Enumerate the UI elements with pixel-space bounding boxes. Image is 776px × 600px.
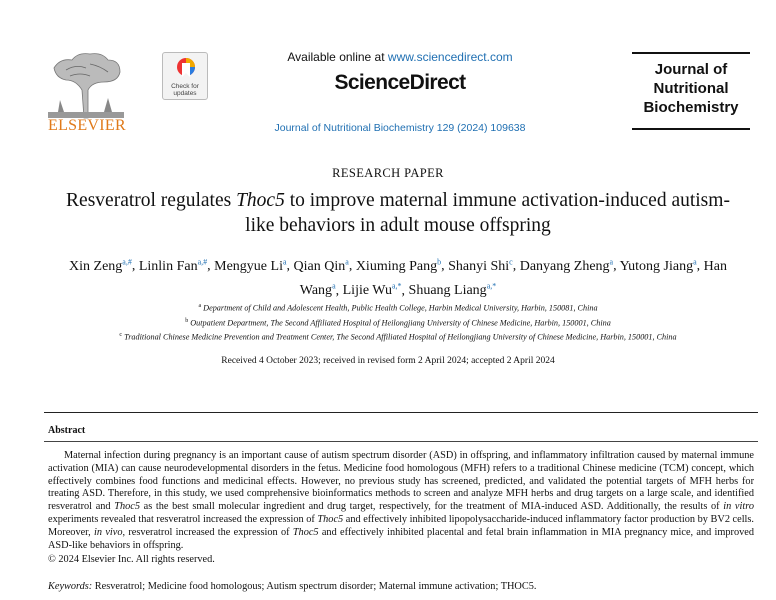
author-affiliation-mark[interactable]: a,* <box>391 281 402 291</box>
abstract-heading: Abstract <box>48 425 86 436</box>
sciencedirect-link[interactable]: www.sciencedirect.com <box>387 50 513 64</box>
keywords-label: Keywords: <box>48 581 93 592</box>
author[interactable] <box>69 259 132 274</box>
author-affiliation-mark[interactable]: a,# <box>197 257 208 266</box>
author-name: Shanyi Shi <box>448 258 510 274</box>
abstract-body <box>48 450 754 552</box>
author[interactable] <box>343 283 402 298</box>
divider <box>44 441 758 442</box>
check-for-updates-badge[interactable] <box>162 52 208 100</box>
separator: , <box>348 258 356 274</box>
author-affiliation-mark[interactable]: a <box>345 257 349 266</box>
separator: , <box>613 258 620 274</box>
separator: , <box>335 283 343 299</box>
author-affiliation-mark[interactable]: c <box>509 257 513 266</box>
gene-name: Thoc5 <box>292 526 319 538</box>
author-affiliation-mark[interactable]: a,# <box>122 257 132 266</box>
affiliation-text: Traditional Chinese Medicine Prevention and Treatment Center, The Second Affiliated Hospital of Heilongjiang University of Chinese Medicine, Harbin, 150001, China <box>124 333 677 343</box>
affiliation-text: Outpatient Department, The Second Affiliated Hospital of Heilongjiang University of Chinese Medicine, Harbin, 150001, China <box>190 318 611 328</box>
article-dates: Received 4 October 2023; received in revised form 2 April 2024; accepted 2 April 2024 <box>221 356 555 366</box>
separator: , <box>512 258 520 274</box>
keywords-text: Resveratrol; Medicine food homologous; Autism spectrum disorder; Maternal immune activation; THOC5. <box>92 581 537 592</box>
author-affiliation-mark[interactable]: a <box>693 257 697 266</box>
author-list <box>60 252 736 301</box>
title-text: Resveratrol regulates <box>66 190 237 211</box>
separator: , <box>401 283 409 299</box>
author-name: Han Wang <box>299 258 727 299</box>
author-name: Mengyue Li <box>214 258 283 274</box>
copyright: © 2024 Elsevier Inc. All rights reserved. <box>48 554 215 565</box>
author-affiliation-mark[interactable]: a <box>332 281 336 291</box>
check-updates-label: Check for updates <box>171 83 199 97</box>
journal-name-line: Journal of <box>654 61 728 78</box>
gene-name: Thoc5 <box>114 501 140 513</box>
abstract-text: experiments revealed that resveratrol increased the expression of <box>48 513 318 525</box>
paper-type: RESEARCH PAPER <box>332 166 444 180</box>
author[interactable] <box>448 259 513 274</box>
affiliation-mark: c <box>119 332 123 339</box>
author-name: Xiuming Pang <box>355 258 438 274</box>
author-name: Shuang Liang <box>408 283 487 299</box>
separator: , <box>441 258 449 274</box>
journal-name-line: Biochemistry <box>643 99 739 116</box>
separator: , <box>696 258 704 274</box>
gene-name: Thoc5 <box>317 513 344 525</box>
journal-logo <box>632 52 750 130</box>
abstract-text: as the best small molecular ingredient and drug target, respectively, for the treatment of MIA-induced ASD. Additionally, the results of <box>139 501 724 513</box>
author-name: Lijie Wu <box>342 283 392 299</box>
separator: , <box>286 258 294 274</box>
keywords-line <box>48 581 536 592</box>
author-affiliation-mark[interactable]: a,* <box>486 281 497 291</box>
available-online-line <box>250 50 550 64</box>
separator: , <box>131 258 139 274</box>
available-prefix: Available online at <box>287 50 388 64</box>
author[interactable] <box>620 259 697 274</box>
abstract-text: , resveratrol increased the expression of <box>122 526 293 538</box>
author[interactable] <box>356 259 441 274</box>
affiliation-mark: b <box>185 317 189 324</box>
sciencedirect-logo-text: ScienceDirect <box>334 71 466 94</box>
author[interactable] <box>520 259 613 274</box>
affiliation-mark: a <box>198 303 202 309</box>
author-affiliation-mark[interactable]: a <box>609 257 614 266</box>
author-name: Danyang Zheng <box>519 258 610 274</box>
journal-name-line: Nutritional <box>653 80 729 97</box>
author[interactable] <box>139 259 207 274</box>
abstract-emphasis: in vitro <box>723 501 754 513</box>
separator: , <box>207 258 215 274</box>
author-name: Qian Qin <box>293 258 346 274</box>
author-affiliation-mark[interactable]: b <box>437 257 442 266</box>
affiliation <box>40 300 756 315</box>
author-affiliation-mark[interactable]: a <box>282 257 287 266</box>
abstract-text: and effectively inhibited lipopolysaccharide-induced inflammatory factor production by BV2 cells. Moreover, <box>48 513 754 538</box>
elsevier-wordmark: ELSEVIER <box>48 117 126 134</box>
author-name: Linlin Fan <box>138 258 198 274</box>
title-gene: Thoc5 <box>236 190 285 211</box>
author-name: Xin Zeng <box>69 258 123 274</box>
author-name: Yutong Jiang <box>619 258 694 274</box>
title-text: to improve maternal immune activation-induced autism-like behaviors in adult mouse offspring <box>245 190 730 236</box>
author[interactable] <box>214 259 286 274</box>
paper-title <box>60 188 736 238</box>
author[interactable] <box>409 283 497 298</box>
affiliations <box>40 300 756 344</box>
divider <box>44 412 758 413</box>
abstract-text: Maternal infection during pregnancy is an important cause of autism spectrum disorder (ASD) in offspring, and inflammatory infiltration caused by maternal immune activation (MIA) can cause neurodevelopmental disorders in the fetus. Medicine food homologous (MFH) refers to a traditional Chinese medicine (TCM) concept, which effectively combines food functions and medicinal effects. However, no previous study has screened, predicted, and validated the potential targets of MFH herbs for treating ASD. Therefore, in this study, we used comprehensive bioinformatics methods to screen and analyze MFH herbs and drug targets on a large scale, and identified resveratrol and <box>48 450 754 513</box>
abstract-text: and effectively inhibited placental and fetal brain inflammation in MIA pregnancy mice, and improved ASD-like behaviors in offspring. <box>48 526 754 551</box>
author[interactable] <box>294 259 349 274</box>
journal-citation-link[interactable]: Journal of Nutritional Biochemistry 129 (2024) 109638 <box>274 122 526 134</box>
abstract-emphasis: in vivo <box>94 526 123 538</box>
affiliation <box>40 315 756 330</box>
affiliation <box>40 329 756 344</box>
bookmark-icon <box>176 57 196 81</box>
affiliation-text: Department of Child and Adolescent Health, Public Health College, Harbin Medical University, Harbin, 150081, China <box>203 303 598 313</box>
